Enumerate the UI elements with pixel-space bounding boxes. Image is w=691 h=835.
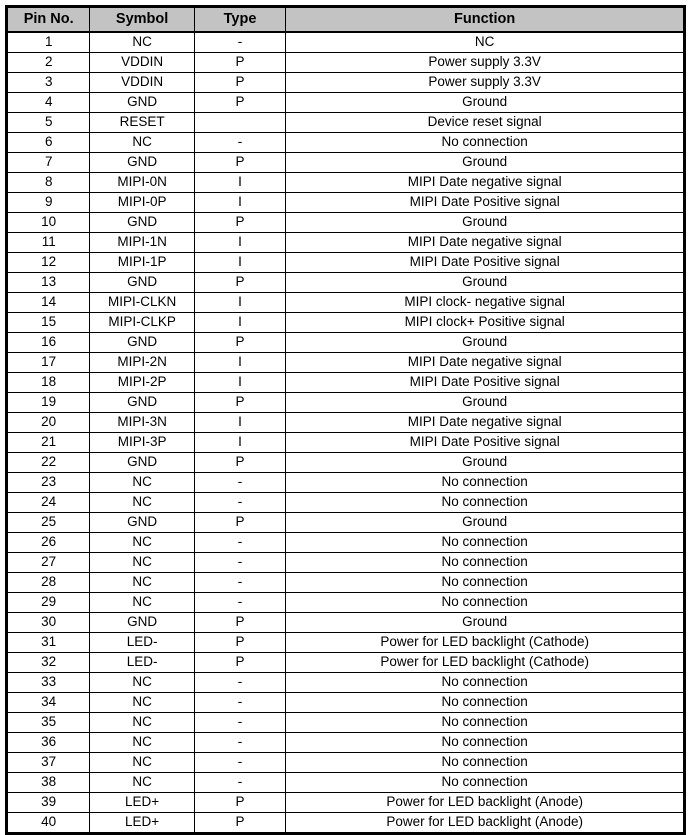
- cell-type: I: [194, 253, 286, 273]
- cell-function: MIPI Date negative signal: [286, 173, 685, 193]
- cell-function: No connection: [286, 133, 685, 153]
- cell-function: No connection: [286, 593, 685, 613]
- table-row: [7, 73, 685, 93]
- cell-function: No connection: [286, 773, 685, 793]
- cell-function: Ground: [286, 453, 685, 473]
- cell-type: P: [194, 453, 286, 473]
- cell-type: P: [194, 513, 286, 533]
- table-row: [7, 53, 685, 73]
- cell-pin-no: 24: [7, 493, 90, 513]
- cell-type: -: [194, 473, 286, 493]
- cell-symbol: MIPI-0N: [90, 173, 194, 193]
- cell-type: I: [194, 413, 286, 433]
- cell-function: No connection: [286, 533, 685, 553]
- cell-type: -: [194, 533, 286, 553]
- table-header-row: [7, 7, 685, 33]
- table-row: [7, 193, 685, 213]
- cell-pin-no: 13: [7, 273, 90, 293]
- cell-pin-no: 26: [7, 533, 90, 553]
- cell-symbol: GND: [90, 213, 194, 233]
- cell-symbol: NC: [90, 473, 194, 493]
- cell-type: -: [194, 713, 286, 733]
- cell-pin-no: 18: [7, 373, 90, 393]
- cell-type: -: [194, 32, 286, 53]
- table-row: [7, 693, 685, 713]
- cell-function: Ground: [286, 333, 685, 353]
- cell-pin-no: 32: [7, 653, 90, 673]
- cell-function: Power supply 3.3V: [286, 73, 685, 93]
- cell-symbol: MIPI-1P: [90, 253, 194, 273]
- cell-pin-no: 19: [7, 393, 90, 413]
- cell-symbol: GND: [90, 513, 194, 533]
- table-row: [7, 413, 685, 433]
- cell-type: -: [194, 733, 286, 753]
- cell-function: Ground: [286, 393, 685, 413]
- pin-definition-table: [5, 5, 686, 835]
- cell-symbol: GND: [90, 393, 194, 413]
- cell-symbol: LED-: [90, 653, 194, 673]
- cell-symbol: GND: [90, 153, 194, 173]
- cell-symbol: MIPI-2N: [90, 353, 194, 373]
- cell-symbol: MIPI-3N: [90, 413, 194, 433]
- cell-function: Ground: [286, 213, 685, 233]
- table-row: [7, 353, 685, 373]
- cell-function: No connection: [286, 673, 685, 693]
- cell-pin-no: 3: [7, 73, 90, 93]
- cell-function: No connection: [286, 473, 685, 493]
- cell-symbol: MIPI-2P: [90, 373, 194, 393]
- cell-function: No connection: [286, 733, 685, 753]
- table-row: [7, 93, 685, 113]
- cell-type: I: [194, 373, 286, 393]
- cell-type: P: [194, 813, 286, 834]
- cell-pin-no: 22: [7, 453, 90, 473]
- table-row: [7, 793, 685, 813]
- table-row: [7, 553, 685, 573]
- table-row: [7, 173, 685, 193]
- cell-symbol: NC: [90, 713, 194, 733]
- cell-symbol: GND: [90, 93, 194, 113]
- table-row: [7, 253, 685, 273]
- column-header-pin-no: Pin No.: [7, 7, 90, 33]
- cell-function: Device reset signal: [286, 113, 685, 133]
- cell-function: MIPI Date Positive signal: [286, 433, 685, 453]
- cell-symbol: GND: [90, 333, 194, 353]
- cell-type: P: [194, 53, 286, 73]
- cell-type: -: [194, 693, 286, 713]
- cell-function: Power supply 3.3V: [286, 53, 685, 73]
- cell-function: Power for LED backlight (Anode): [286, 793, 685, 813]
- cell-symbol: VDDIN: [90, 53, 194, 73]
- cell-type: P: [194, 273, 286, 293]
- cell-type: I: [194, 173, 286, 193]
- table-row: [7, 633, 685, 653]
- table-row: [7, 293, 685, 313]
- cell-symbol: NC: [90, 693, 194, 713]
- cell-pin-no: 15: [7, 313, 90, 333]
- cell-pin-no: 34: [7, 693, 90, 713]
- cell-symbol: LED+: [90, 793, 194, 813]
- cell-type: P: [194, 213, 286, 233]
- table-row: [7, 133, 685, 153]
- table-row: [7, 813, 685, 834]
- table-body: [7, 32, 685, 834]
- cell-pin-no: 21: [7, 433, 90, 453]
- cell-pin-no: 16: [7, 333, 90, 353]
- cell-symbol: VDDIN: [90, 73, 194, 93]
- cell-type: I: [194, 233, 286, 253]
- table-row: [7, 513, 685, 533]
- cell-type: [194, 113, 286, 133]
- cell-pin-no: 40: [7, 813, 90, 834]
- cell-type: -: [194, 773, 286, 793]
- cell-type: -: [194, 593, 286, 613]
- cell-type: P: [194, 793, 286, 813]
- cell-function: Power for LED backlight (Cathode): [286, 633, 685, 653]
- table-row: [7, 213, 685, 233]
- cell-type: -: [194, 573, 286, 593]
- cell-symbol: MIPI-0P: [90, 193, 194, 213]
- cell-pin-no: 37: [7, 753, 90, 773]
- cell-pin-no: 9: [7, 193, 90, 213]
- cell-type: P: [194, 153, 286, 173]
- cell-function: Power for LED backlight (Anode): [286, 813, 685, 834]
- cell-symbol: NC: [90, 593, 194, 613]
- cell-pin-no: 10: [7, 213, 90, 233]
- table-row: [7, 653, 685, 673]
- cell-pin-no: 20: [7, 413, 90, 433]
- cell-function: No connection: [286, 693, 685, 713]
- cell-type: -: [194, 753, 286, 773]
- cell-symbol: RESET: [90, 113, 194, 133]
- table-row: [7, 533, 685, 553]
- table-row: [7, 613, 685, 633]
- cell-pin-no: 25: [7, 513, 90, 533]
- cell-pin-no: 1: [7, 32, 90, 53]
- cell-function: No connection: [286, 713, 685, 733]
- table-row: [7, 453, 685, 473]
- cell-function: Ground: [286, 93, 685, 113]
- table-row: [7, 273, 685, 293]
- cell-symbol: NC: [90, 753, 194, 773]
- cell-symbol: NC: [90, 533, 194, 553]
- cell-symbol: MIPI-CLKN: [90, 293, 194, 313]
- cell-symbol: GND: [90, 613, 194, 633]
- table-row: [7, 473, 685, 493]
- cell-pin-no: 2: [7, 53, 90, 73]
- cell-function: MIPI Date Positive signal: [286, 373, 685, 393]
- cell-type: P: [194, 633, 286, 653]
- cell-symbol: NC: [90, 573, 194, 593]
- cell-type: I: [194, 353, 286, 373]
- cell-symbol: LED+: [90, 813, 194, 834]
- cell-pin-no: 27: [7, 553, 90, 573]
- cell-symbol: NC: [90, 733, 194, 753]
- table-row: [7, 773, 685, 793]
- cell-function: Ground: [286, 273, 685, 293]
- cell-symbol: MIPI-3P: [90, 433, 194, 453]
- cell-function: No connection: [286, 573, 685, 593]
- cell-type: P: [194, 393, 286, 413]
- cell-symbol: NC: [90, 493, 194, 513]
- table-row: [7, 753, 685, 773]
- column-header-symbol: Symbol: [90, 7, 194, 33]
- table-row: [7, 32, 685, 53]
- cell-symbol: NC: [90, 773, 194, 793]
- cell-pin-no: 17: [7, 353, 90, 373]
- cell-symbol: MIPI-1N: [90, 233, 194, 253]
- table-row: [7, 733, 685, 753]
- table-row: [7, 313, 685, 333]
- cell-function: MIPI Date negative signal: [286, 413, 685, 433]
- cell-function: Ground: [286, 513, 685, 533]
- cell-function: MIPI Date negative signal: [286, 353, 685, 373]
- cell-pin-no: 31: [7, 633, 90, 653]
- table-row: [7, 393, 685, 413]
- column-header-type: Type: [194, 7, 286, 33]
- cell-symbol: NC: [90, 32, 194, 53]
- cell-function: Power for LED backlight (Cathode): [286, 653, 685, 673]
- cell-type: P: [194, 333, 286, 353]
- cell-symbol: NC: [90, 133, 194, 153]
- table-row: [7, 593, 685, 613]
- cell-pin-no: 30: [7, 613, 90, 633]
- cell-symbol: NC: [90, 673, 194, 693]
- cell-pin-no: 12: [7, 253, 90, 273]
- cell-symbol: LED-: [90, 633, 194, 653]
- cell-symbol: NC: [90, 553, 194, 573]
- cell-pin-no: 39: [7, 793, 90, 813]
- cell-function: MIPI clock- negative signal: [286, 293, 685, 313]
- cell-symbol: GND: [90, 453, 194, 473]
- cell-type: I: [194, 193, 286, 213]
- table-row: [7, 673, 685, 693]
- cell-type: P: [194, 73, 286, 93]
- table-row: [7, 433, 685, 453]
- cell-symbol: GND: [90, 273, 194, 293]
- cell-pin-no: 36: [7, 733, 90, 753]
- cell-type: I: [194, 433, 286, 453]
- cell-pin-no: 28: [7, 573, 90, 593]
- cell-pin-no: 7: [7, 153, 90, 173]
- cell-type: P: [194, 613, 286, 633]
- cell-pin-no: 35: [7, 713, 90, 733]
- cell-function: NC: [286, 32, 685, 53]
- table-row: [7, 713, 685, 733]
- cell-pin-no: 4: [7, 93, 90, 113]
- cell-pin-no: 38: [7, 773, 90, 793]
- cell-type: -: [194, 673, 286, 693]
- cell-type: -: [194, 553, 286, 573]
- cell-type: I: [194, 293, 286, 313]
- cell-pin-no: 23: [7, 473, 90, 493]
- table-row: [7, 233, 685, 253]
- table-row: [7, 153, 685, 173]
- table-row: [7, 493, 685, 513]
- table-row: [7, 113, 685, 133]
- cell-function: Ground: [286, 153, 685, 173]
- cell-function: MIPI clock+ Positive signal: [286, 313, 685, 333]
- cell-type: I: [194, 313, 286, 333]
- cell-function: No connection: [286, 493, 685, 513]
- cell-function: MIPI Date Positive signal: [286, 193, 685, 213]
- cell-function: MIPI Date negative signal: [286, 233, 685, 253]
- cell-function: No connection: [286, 753, 685, 773]
- column-header-function: Function: [286, 7, 685, 33]
- table-row: [7, 373, 685, 393]
- cell-pin-no: 11: [7, 233, 90, 253]
- table-row: [7, 333, 685, 353]
- cell-function: No connection: [286, 553, 685, 573]
- cell-type: -: [194, 133, 286, 153]
- cell-function: MIPI Date Positive signal: [286, 253, 685, 273]
- cell-pin-no: 5: [7, 113, 90, 133]
- cell-type: P: [194, 93, 286, 113]
- cell-pin-no: 6: [7, 133, 90, 153]
- table-row: [7, 573, 685, 593]
- cell-function: Ground: [286, 613, 685, 633]
- cell-symbol: MIPI-CLKP: [90, 313, 194, 333]
- cell-type: -: [194, 493, 286, 513]
- cell-pin-no: 8: [7, 173, 90, 193]
- cell-pin-no: 14: [7, 293, 90, 313]
- cell-pin-no: 29: [7, 593, 90, 613]
- cell-pin-no: 33: [7, 673, 90, 693]
- cell-type: P: [194, 653, 286, 673]
